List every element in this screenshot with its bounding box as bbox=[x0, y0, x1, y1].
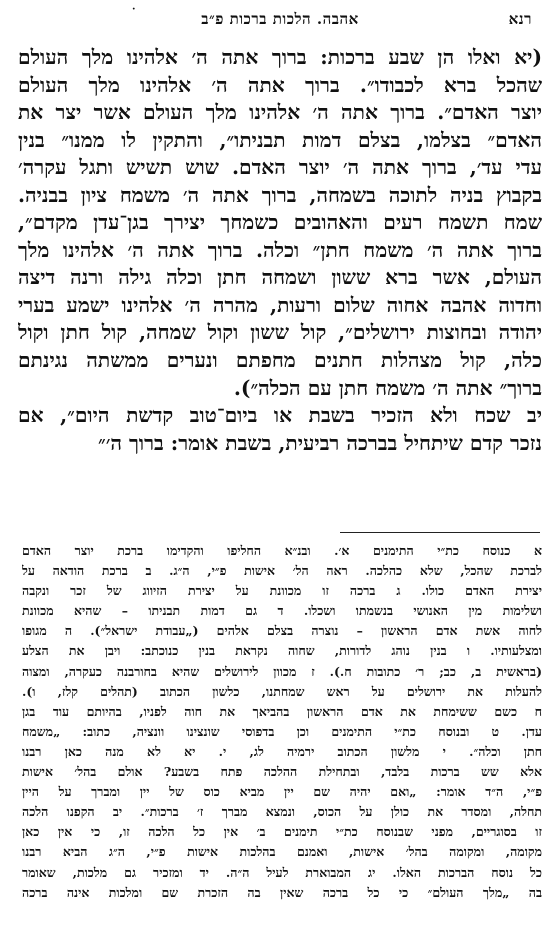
footnote-line: חתן וכלה״. י מלשון הכתוב ירמיה לג, י. יא לא מנה כאן רבנו bbox=[22, 743, 542, 759]
footnote-line: ומצלעותיו. ו בנין נוהג לדורות, שחוה נקראת בנין כנוכתב: ויבן את הצלע bbox=[22, 643, 542, 659]
header-mark: · bbox=[132, 4, 136, 15]
footnote-line: ושלימות מין האנושי בנשמתו ושכלו. ד גם דמות תבניתו – שהיא מכוונת bbox=[22, 603, 542, 619]
main-text-line: האדם״ בצלמו, בצלם דמות תבניתו״, והתקין לו ממנו״ בנין bbox=[18, 127, 542, 152]
footnote-line: עדן. ט ובנוסח כת״י התימנים וכן בדפוסי שונצינו וונציה, כתוב: „משמח bbox=[22, 723, 542, 739]
main-text-line: העולם, אשר ברא ששון ושמחה חתן וכלה גילה ורנה דיצה bbox=[18, 265, 542, 290]
main-text bbox=[18, 44, 542, 457]
running-header bbox=[28, 4, 532, 30]
main-text-line: (יא ואלו הן שבע ברכות: ברוך אתה ה׳ אלהינו מלך העולם bbox=[18, 45, 542, 69]
main-text-line: שמח תשמח רעים והאהובים כשמחך יצירך בגן־עדן מקדם״, bbox=[18, 210, 542, 235]
main-text-line: שהכל ברא לכבודו״. ברוך אתה ה׳ אלהינו מלך העולם bbox=[18, 72, 542, 97]
footnote-line: יצירת האדם כולו. ג ברכה זו מכוונת על יצירת הזיווג של זכר ונקבה bbox=[22, 583, 542, 599]
footnotes bbox=[22, 541, 542, 903]
main-text-line: ברוך אתה ה׳ משמח חתן״ וכלה. ברוך אתה ה׳ אלהינו מלך bbox=[18, 237, 542, 262]
footnote-line: בה „מלך העולם״ כי כל ברכה שאין בה הזכרת שם ומלכות אינה ברכה bbox=[22, 884, 542, 900]
main-text-line: וחדוה אהבה אחוה שלום ורעות, מהרה ה׳ אלהינו ישמע בערי bbox=[18, 292, 542, 317]
main-text-line: כלה, קול מצהלות חתנים מחפתם ונערים ממשתה נגינתם bbox=[18, 348, 542, 373]
main-text-line: עדי עד׳, ברוך אתה ה׳ יוצר האדם. שוש תשיש ותגל עקרה׳ bbox=[18, 155, 542, 180]
footnote-line: לחוה אשת אדם הראשון – נוצרה בצלם אלהים („עבודת ישראל״). ה מגופו bbox=[22, 623, 542, 639]
footnote-line: לברכת שהכל, שלא כהלכה. ראה הל׳ אישות פ״י, ה״ג. ב ברכת הודאה על bbox=[22, 563, 542, 579]
footnote-line: כל נוסח הברכות האלו. יג המבוארת לעיל ה״ה. יד ומזכיר גם מלכות, שאומר bbox=[22, 864, 542, 880]
page-number: רנא bbox=[508, 9, 532, 28]
footnote-line: ח כשם ששימחת את אדם הראשון בהביאך את חוה לפניו, בהיותם עוד בגן bbox=[22, 703, 542, 719]
main-text-line: יב שכח ולא הזכיר בשבת או ביום־טוב קדשת היום״, אם bbox=[18, 403, 542, 428]
footnote-line: פ״י, ה״ד אומר: „ואם יהיה שם יין מביא כוס של יין ומברך על היין bbox=[22, 784, 542, 800]
footnote-line: מקומה, ומקומה בהל׳ אישות, ואמנם בהלכות אישות פ״י, ה״ג הביא רבנו bbox=[22, 844, 542, 860]
main-text-line: יהודה ובחוצות ירושלים״, קול ששון וקול שמחה, קול חתן וקול bbox=[18, 320, 542, 345]
footnote-line: אלא שש ברכות בלבד, ובתחילת ההלכה פתח בשבע? אולם בהל׳ אישות bbox=[22, 764, 542, 780]
main-text-line: ברוך״ אתה ה׳ משמח חתן עם הכלה״). bbox=[233, 375, 542, 400]
main-text-line: בקבוץ בניה לתוכה בשמחה, ברוך אתה ה׳ משמח ציון בבניה. bbox=[18, 182, 542, 207]
footnote-line: א כנוסח כת״י התימנים א׳. ובנ״א החליפו והקדימו ברכת יוצר האדם bbox=[22, 543, 542, 558]
main-text-line: יוצר האדם״. ברוך אתה ה׳ אלהינו מלך העולם אשר יצר את bbox=[18, 100, 542, 125]
footnote-line: זו בסוגריים, מפני שבנוסח כת״י תימנים ב׳ אין כל הלכה זו, כי אין כאן bbox=[22, 824, 542, 840]
footnote-divider bbox=[340, 532, 540, 533]
footnote-line: (בראשית ב, כב; ר׳ כתובות ח.). ז מכוון לירושלים שהיא בחורבנה כעקרה, ומצוה bbox=[22, 663, 542, 679]
main-text-line: נזכר קדם שיתחיל בברכה רביעית, בשבת אומר: ברוך ה׳״ bbox=[98, 430, 542, 455]
footnote-line: להעלות את ירושלים על ראש שמחתנו, כלשון הכתוב (תהלים קלז, ו). bbox=[22, 683, 542, 699]
footnote-line: תחלה, ומסדר את כולן על הכוס, ונמצא מברך ז׳ ברכות״. יב הקפנו הלכה bbox=[22, 804, 542, 820]
header-title: אהבה. הלכות ברכות פ״ב bbox=[201, 9, 359, 28]
